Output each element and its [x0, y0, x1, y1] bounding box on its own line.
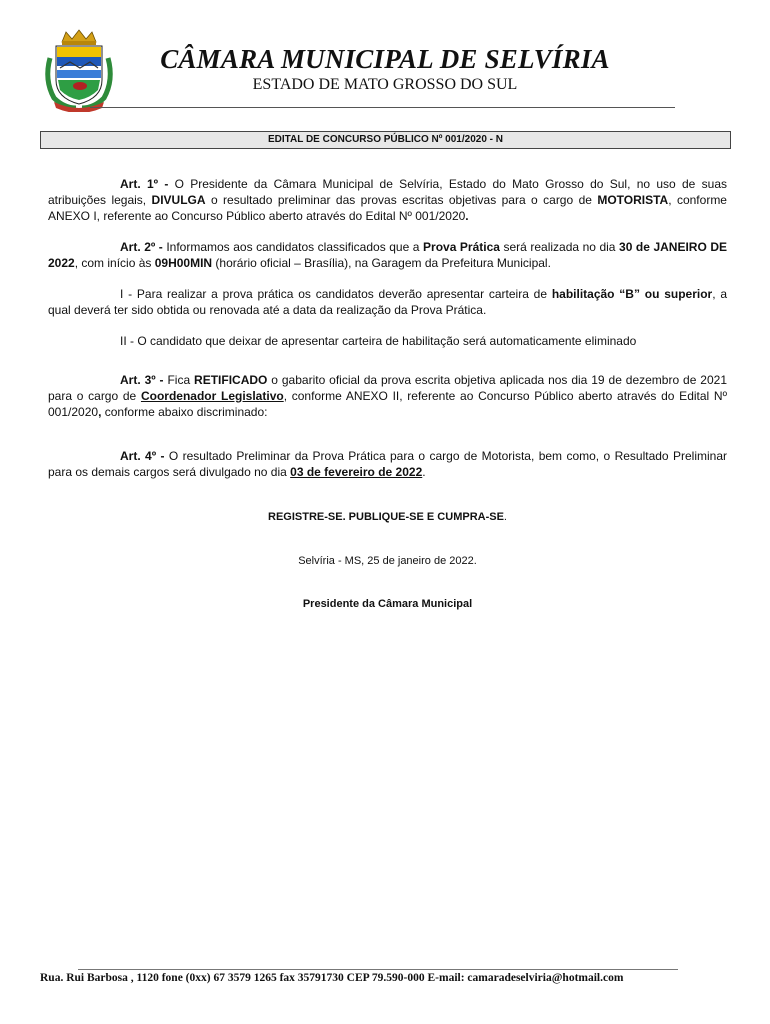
article-4-text: . — [422, 465, 426, 479]
article-3 — [48, 372, 727, 420]
article-2-text: Informamos aos candidatos classificados que a — [162, 240, 424, 254]
article-1 — [48, 176, 727, 224]
closing-dot: . — [503, 511, 507, 523]
article-2-bold: 30 de JANEIRO DE 2022 — [48, 240, 728, 270]
header-divider — [90, 107, 675, 108]
article-3-text: Fica — [163, 373, 195, 387]
item-i-text: I - Para realizar a prova prática os candidatos deverão apresentar carteira de — [120, 287, 552, 301]
page-title: CÂMARA MUNICIPAL DE SELVÍRIA — [160, 44, 610, 74]
article-2-text: (horário oficial – Brasília), na Garagem da Prefeitura Municipal. — [212, 256, 551, 270]
article-1-text: o resultado preliminar das provas escritas objetivas para o cargo de — [205, 193, 598, 207]
signature-title: Presidente da Câmara Municipal — [302, 598, 473, 610]
edital-title-box: EDITAL DE CONCURSO PÚBLICO Nº 001/2020 - N — [40, 131, 731, 149]
article-4-text: O resultado Preliminar da Prova Prática para o cargo de Motorista, bem como, o Resultado Preliminar para os demais cargos será divulgado no dia — [48, 449, 728, 479]
article-3-text: conforme abaixo discriminado: — [101, 405, 268, 419]
article-1-text: , conforme ANEXO I, referente ao Concurso Público aberto através do Edital Nº 001/2020 — [48, 193, 727, 223]
article-1-bold: . — [465, 209, 469, 223]
article-1-text: O Presidente da Câmara Municipal de Selvíria, Estado do Mato Grosso do Sul, no uso de suas atribuições legais, — [48, 177, 727, 207]
article-4 — [48, 448, 727, 480]
closing-statement — [48, 511, 727, 523]
article-4-underlined: 03 de fevereiro de 2022 — [290, 465, 423, 479]
article-4-label: Art. 4º - — [120, 449, 165, 463]
item-i-text: , a qual deverá ter sido obtida ou renovada até a data da realização da Prova Prática. — [48, 287, 727, 317]
article-1-label: Art. 1º - — [120, 177, 169, 191]
page-subtitle: ESTADO DE MATO GROSSO DO SUL — [252, 76, 518, 93]
article-2-label: Art. 2º - — [120, 240, 163, 254]
item-ii-text: II - O candidato que deixar de apresentar carteira de habilitação será automaticamente eliminado — [120, 334, 637, 348]
footer-divider — [78, 969, 678, 970]
municipal-coat-of-arms-icon — [40, 28, 118, 112]
article-1-bold: DIVULGA — [151, 193, 206, 207]
item-i-bold: habilitação “B” ou superior — [551, 287, 713, 301]
article-3-text: , conforme ANEXO II, referente ao Concurso Público aberto através do Edital Nº 001/2020 — [48, 389, 727, 419]
article-3-underlined: Coordenador Legislativo — [140, 389, 284, 403]
footer-address: Rua. Rui Barbosa , 1120 fone (0xx) 67 3579 1265 fax 35791730 CEP 79.590-000 E-mail: camaradeselviria@hotmail.com — [40, 972, 624, 984]
article-3-bold: RETIFICADO — [194, 373, 268, 387]
place-date: Selvíria - MS, 25 de janeiro de 2022. — [298, 555, 477, 567]
article-2-text: , com início às — [74, 256, 155, 270]
article-3-bold: , — [98, 405, 102, 419]
article-3-text: o gabarito oficial da prova escrita objetiva aplicada nos dia 19 de dezembro de 2021 para o cargo de — [48, 373, 727, 403]
article-2-text: será realizada no dia — [499, 240, 620, 254]
article-3-label: Art. 3º - — [120, 373, 164, 387]
article-1-bold: MOTORISTA — [597, 193, 669, 207]
item-ii — [48, 333, 727, 349]
article-2 — [48, 239, 727, 271]
closing-text: REGISTRE-SE. PUBLIQUE-SE E CUMPRA-SE — [268, 511, 504, 523]
article-2-bold: Prova Prática — [423, 240, 500, 254]
article-2-bold: 09H00MIN — [154, 256, 213, 270]
item-i — [48, 286, 727, 318]
